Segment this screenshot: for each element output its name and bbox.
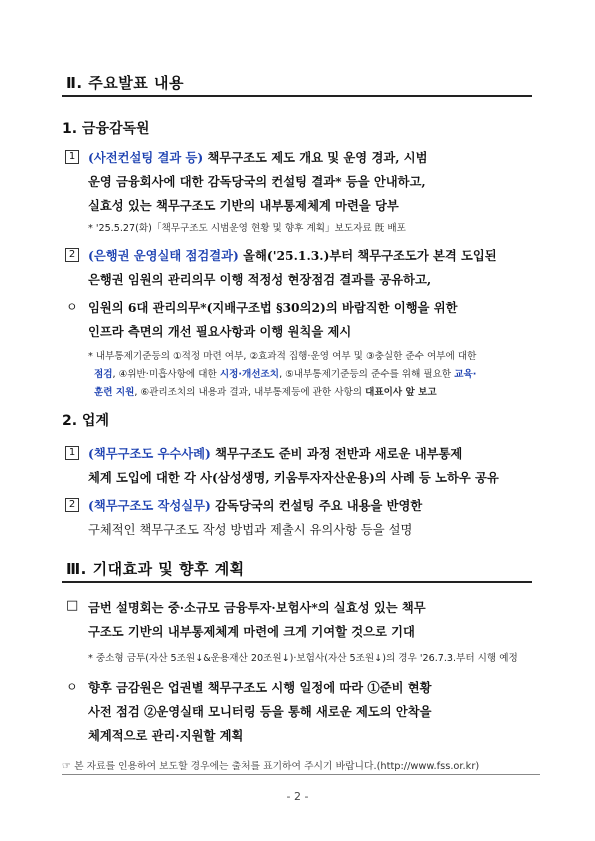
paragraph-line: 구조도 기반의 내부통제체계 마련에 크게 기여할 것으로 기대 bbox=[88, 624, 415, 639]
numbered-box-marker: 1 bbox=[65, 446, 79, 460]
paragraph-line: 인프라 측면의 개선 필요사항과 이행 원칙을 제시 bbox=[88, 324, 352, 339]
paragraph-line: 은행권 임원의 관리의무 이행 적정성 현장점검 결과를 공유하고, bbox=[88, 272, 432, 287]
paragraph-line bbox=[88, 246, 497, 264]
bullet-marker: □ bbox=[66, 598, 79, 613]
text-segment: 올해('25.1.3.)부터 책무구조도가 본격 도입된 bbox=[238, 248, 497, 263]
note-text: , ⑥관리조치의 내용과 결과, 내부통제등에 관한 사항의 bbox=[134, 387, 366, 398]
text-segment: 책무구조도 제도 개요 및 운영 경과, 시범 bbox=[203, 150, 428, 165]
footnote: * 중소형 금투(자산 5조원↓&운용재산 20조원↓)·보험사(자산 5조원↓)의 경우 '26.7.3.부터 시행 예정 bbox=[88, 653, 518, 664]
text-segment: 감독당국의 컨설팅 주요 내용을 반영한 bbox=[210, 498, 423, 513]
paragraph-line bbox=[88, 496, 422, 514]
footnote: * '25.5.27(화)「책무구조도 시범운영 현황 및 향후 계획」보도자료 旣 배포 bbox=[88, 223, 406, 234]
note-text: , ⑤내부통제기준등의 준수를 위해 필요한 bbox=[279, 369, 455, 380]
citation-text: 본 자료를 인용하여 보도할 경우에는 출처를 표기하여 주시기 바랍니다.(http://www.fss.or.kr) bbox=[74, 761, 480, 772]
paragraph-line: 향후 금감원은 업권별 책무구조도 시행 일정에 따라 ①준비 현황 bbox=[88, 680, 432, 695]
footer-divider bbox=[62, 774, 540, 775]
section-title-3: Ⅲ. 기대효과 및 향후 계획 bbox=[66, 560, 245, 578]
numbered-box-marker: 2 bbox=[65, 498, 79, 512]
text-segment: 책무구조도 준비 과정 전반과 새로운 내부통제 bbox=[210, 446, 463, 461]
bullet-marker: ㅇ bbox=[66, 300, 78, 314]
paragraph-line: 체계 도입에 대한 각 사(삼성생명, 키움투자자산운용)의 사례 등 노하우 공유 bbox=[88, 470, 499, 485]
paragraph-line: 체계적으로 관리·지원할 계획 bbox=[88, 728, 244, 743]
highlight-lead: (사전컨설팅 결과 등) bbox=[88, 150, 204, 165]
note-highlight: 교육· bbox=[454, 369, 477, 380]
paragraph-line bbox=[88, 444, 462, 462]
numbered-box-marker: 1 bbox=[65, 150, 79, 164]
highlight-lead: (책무구조도 작성실무) bbox=[88, 498, 211, 513]
subsection-title-fss: 1. 금융감독원 bbox=[62, 121, 150, 137]
note-bold: 대표이사 앞 보고 bbox=[365, 387, 437, 398]
page-number: - 2 - bbox=[286, 790, 309, 803]
highlight-lead: (책무구조도 우수사례) bbox=[88, 446, 211, 461]
subsection-title-industry: 2. 업계 bbox=[62, 413, 109, 429]
paragraph-line: 운영 금융회사에 대한 감독당국의 컨설팅 결과* 등을 안내하고, bbox=[88, 174, 426, 189]
note-text: , ④위반·미흡사항에 대한 bbox=[112, 369, 220, 380]
note-highlight: 훈련 지원 bbox=[94, 387, 135, 398]
pointing-hand-icon: ☞ bbox=[62, 761, 71, 772]
highlight-lead: (은행권 운영실태 점검결과) bbox=[88, 248, 239, 263]
section-divider bbox=[62, 581, 532, 583]
numbered-box-marker: 2 bbox=[65, 248, 79, 262]
paragraph-line: 실효성 있는 책무구조도 기반의 내부통제체계 마련을 당부 bbox=[88, 198, 399, 213]
paragraph-line: 구체적인 책무구조도 작성 방법과 제출시 유의사항 등을 설명 bbox=[88, 523, 413, 537]
paragraph-line bbox=[88, 148, 428, 166]
footnote: * 내부통제기준등의 ①적정 마련 여부, ②효과적 집행·운영 여부 및 ③충실한 준수 여부에 대한 bbox=[88, 351, 477, 362]
note-highlight: 점검 bbox=[94, 369, 113, 380]
paragraph-line: 금번 설명회는 중·소규모 금융투자·보험사*의 실효성 있는 책무 bbox=[88, 600, 426, 615]
footnote-line bbox=[94, 384, 437, 398]
section-divider bbox=[62, 95, 532, 97]
note-highlight: 시정·개선조치 bbox=[219, 369, 280, 380]
paragraph-line: 사전 점검 ②운영실태 모니터링 등을 통해 새로운 제도의 안착을 bbox=[88, 704, 432, 719]
paragraph-line: 임원의 6대 관리의무*(지배구조법 §30의2)의 바람직한 이행을 위한 bbox=[88, 300, 458, 315]
citation-notice bbox=[62, 758, 479, 772]
footnote-line bbox=[94, 366, 476, 380]
bullet-marker: ㅇ bbox=[66, 680, 78, 694]
section-title-2: Ⅱ. 주요발표 내용 bbox=[66, 74, 184, 92]
